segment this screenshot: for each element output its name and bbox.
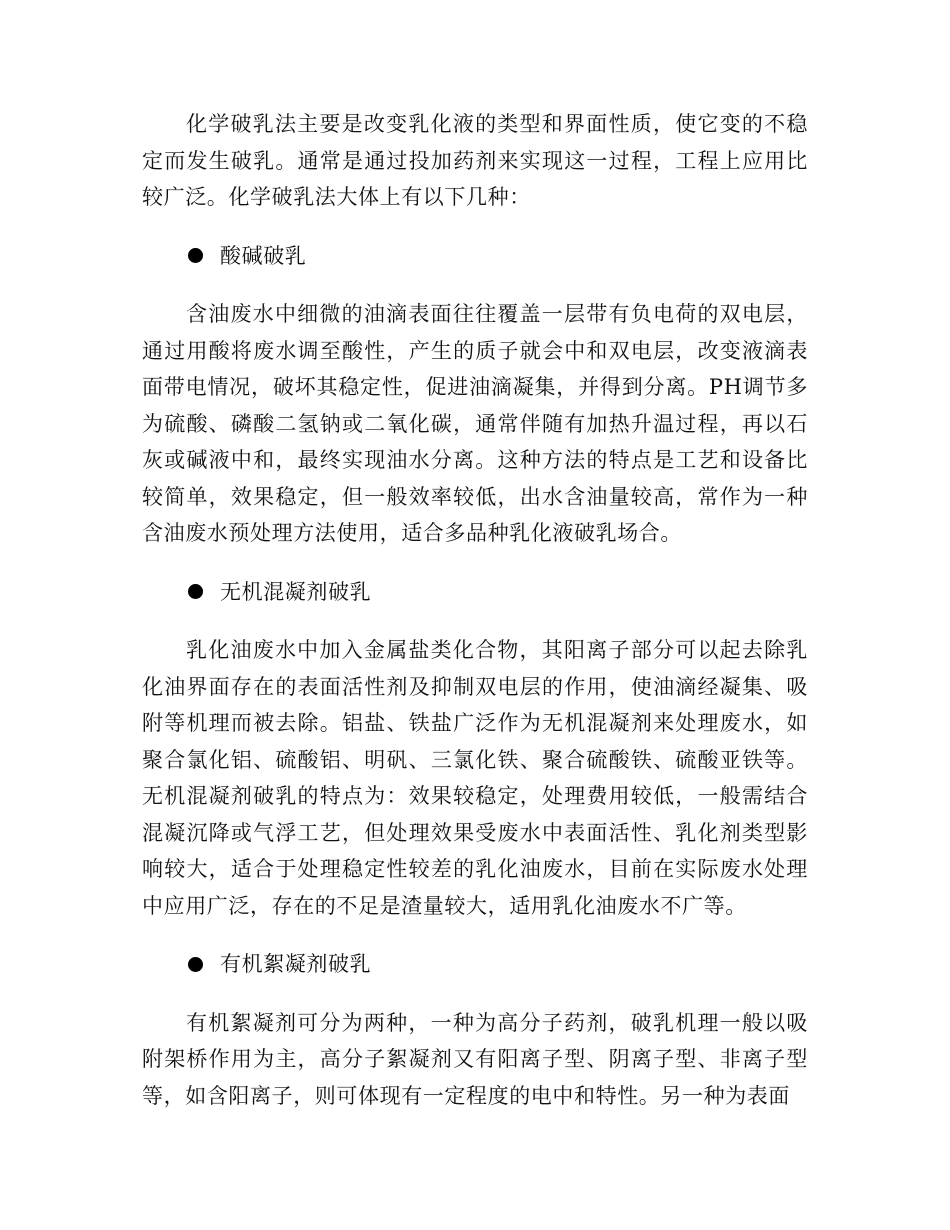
spacer xyxy=(142,983,808,1005)
heading-organic-label: 有机絮凝剂破乳 xyxy=(220,952,372,976)
heading-acid-base xyxy=(142,238,808,275)
spacer xyxy=(142,274,808,296)
heading-organic xyxy=(142,946,808,983)
spacer xyxy=(142,552,808,574)
spacer xyxy=(142,216,808,238)
heading-acid-base-label: 酸碱破乳 xyxy=(220,243,307,268)
intro-paragraph: 化学破乳法主要是改变乳化液的类型和界面性质，使它变的不稳定而发生破乳。通常是通过投加药剂来实现这一过程，工程上应用比较广泛。化学破乳法大体上有以下几种： xyxy=(142,112,808,209)
spacer xyxy=(142,924,808,946)
spacer xyxy=(142,610,808,632)
heading-inorganic-label: 无机混凝剂破乳 xyxy=(220,579,372,604)
bullet-dot-icon xyxy=(188,957,203,972)
heading-inorganic xyxy=(142,574,808,611)
bullet-dot-icon xyxy=(188,248,203,263)
bullet-dot-icon xyxy=(188,584,203,599)
document-page xyxy=(142,106,808,1114)
acid-base-paragraph: 含油废水中细微的油滴表面往往覆盖一层带有负电荷的双电层，通过用酸将废水调至酸性，产生的质子就会中和双电层，改变液滴表面带电情况，破坏其稳定性，促进油滴凝集，并得到分离。PH调节多为硫酸、磷酸二氢钠或二氧化碳，通常伴随有加热升温过程，再以石灰或碱液中和，最终实现油水分离。这种方法的特点是工艺和设备比较简单，效果稳定，但一般效率较低，出水含油量较高，常作为一种含油废水预处理方法使用，适合多品种乳化液破乳场合。 xyxy=(142,302,808,545)
inorganic-paragraph: 乳化油废水中加入金属盐类化合物，其阳离子部分可以起去除乳化油界面存在的表面活性剂及抑制双电层的作用，使油滴经凝集、吸附等机理而被去除。铝盐、铁盐广泛作为无机混凝剂来处理废水，如聚合氯化铝、硫酸铝、明矾、三氯化铁、聚合硫酸铁、硫酸亚铁等。无机混凝剂破乳的特点为：效果较稳定，处理费用较低，一般需结合混凝沉降或气浮工艺，但处理效果受废水中表面活性、乳化剂类型影响较大，适合于处理稳定性较差的乳化油废水，目前在实际废水处理中应用广泛，存在的不足是渣量较大，适用乳化油废水不广等。 xyxy=(142,638,808,918)
organic-paragraph: 有机絮凝剂可分为两种，一种为高分子药剂，破乳机理一般以吸附架桥作用为主，高分子絮凝剂又有阳离子型、阴离子型、非离子型等，如含阳离子，则可体现有一定程度的电中和特性。另一种为表面 xyxy=(142,1010,808,1108)
